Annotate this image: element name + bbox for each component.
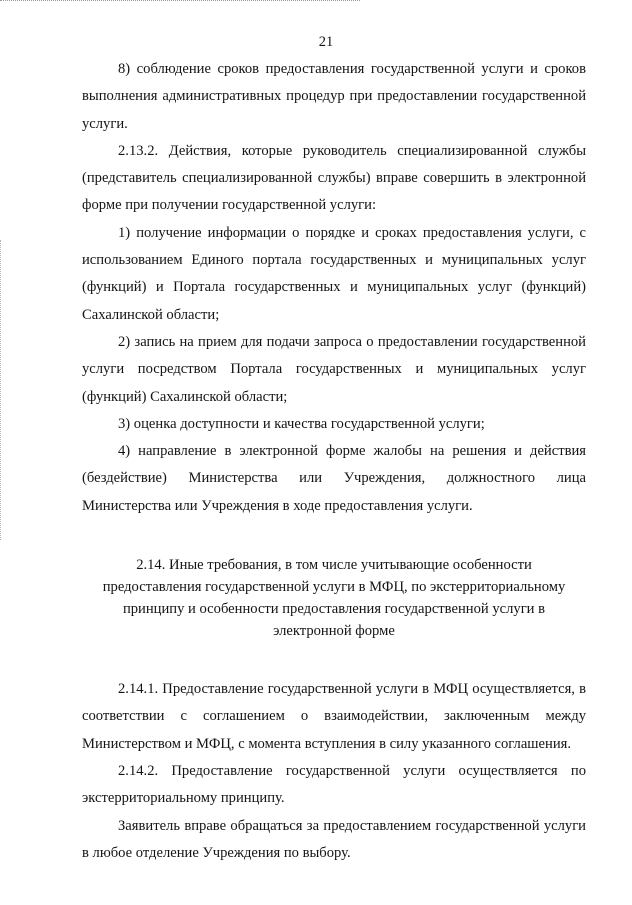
section-heading-line: принципу и особенности предоставления государственной услуги в bbox=[122, 601, 546, 618]
paragraph-list-item-1: 1) получение информации о порядке и сроках предоставления услуги, с использованием Единого портала государственных и муниципальных услуг (функций) и Портала государственных и муниципальных услуг (функций) Сахалинской области; bbox=[82, 224, 586, 323]
paragraph-item-8: 8) соблюдение сроков предоставления государственной услуги и сроков выполнения административных процедур при предоставлении государственной услуги. bbox=[82, 61, 586, 132]
paragraph-2-13-2: 2.13.2. Действия, которые руководитель специализированной службы (представитель специализированной службы) вправе совершить в электронной форме при получении государственной услуги: bbox=[82, 142, 586, 214]
section-heading-line: электронной форме bbox=[273, 623, 395, 640]
section-heading-line: 2.14. Иные требования, в том числе учитывающие особенности bbox=[136, 557, 532, 574]
page-number: 21 bbox=[318, 34, 334, 50]
section-heading-2-14 bbox=[82, 554, 586, 642]
scan-left-edge bbox=[0, 240, 4, 540]
paragraph-list-item-3: 3) оценка доступности и качества государственной услуги; bbox=[118, 415, 485, 432]
paragraph-list-item-2: 2) запись на прием для подачи запроса о предоставлении государственной услуги посредством Портала государственных и муниципальных услуг (функций) Сахалинской области; bbox=[82, 333, 586, 405]
paragraph-applicant: Заявитель вправе обращаться за предоставлением государственной услуги в любое отделение Учреждения по выбору. bbox=[82, 817, 586, 861]
paragraph-2-14-1: 2.14.1. Предоставление государственной услуги в МФЦ осуществляется, в соответствии с соглашением о взаимодействии, заключенным между Министерством и МФЦ, с момента вступления в силу указанного соглашения. bbox=[82, 681, 586, 752]
document-body bbox=[82, 56, 586, 867]
paragraph-2-14-2: 2.14.2. Предоставление государственной услуги осуществляется по экстерриториальному принципу. bbox=[82, 762, 586, 807]
section-heading-line: предоставления государственной услуги в МФЦ, по экстерриториальному bbox=[102, 579, 566, 596]
scan-top-edge bbox=[0, 0, 360, 1]
paragraph-list-item-4: 4) направление в электронной форме жалобы на решения и действия (бездействие) Министерства или Учреждения, должностного лица Министерства или Учреждения в ходе предоставления услуги. bbox=[82, 443, 586, 514]
